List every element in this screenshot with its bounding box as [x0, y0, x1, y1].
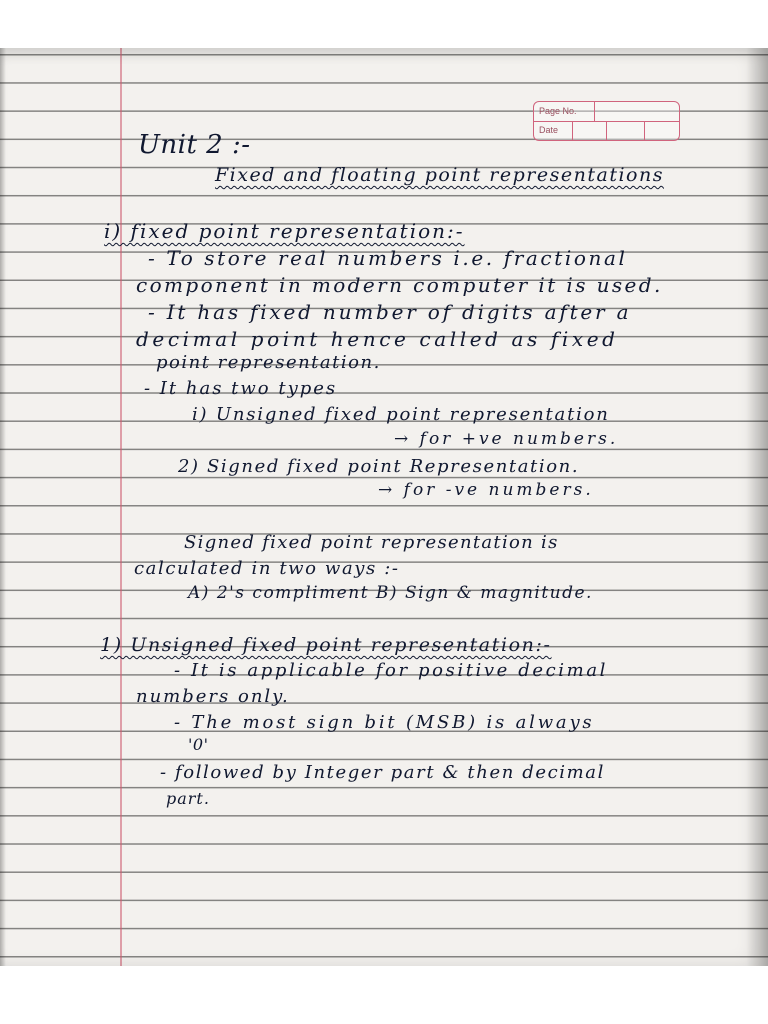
page-no-row [534, 102, 679, 122]
date-divider-2 [606, 121, 607, 140]
note-line: A) 2's compliment B) Sign & magnitude. [188, 583, 593, 603]
date-row [534, 121, 679, 140]
note-line: → for +ve numbers. [394, 429, 619, 449]
date-label: Date [539, 125, 559, 135]
note-line: '0' [188, 735, 209, 754]
note-line: numbers only. [136, 686, 290, 707]
unit-heading: Unit 2 :- [138, 130, 251, 160]
note-line: - To store real numbers i.e. fractional [148, 246, 628, 270]
page-left-shadow [0, 48, 6, 966]
date-divider-1 [572, 121, 573, 140]
note-line: point representation. [156, 352, 381, 373]
note-line: - It has fixed number of digits after a [148, 300, 632, 324]
note-line: - It has two types [144, 378, 338, 399]
note-line: decimal point hence called as fixed [136, 327, 619, 351]
note-line: - The most sign bit (MSB) is always [174, 712, 595, 733]
section2-heading: 1) Unsigned fixed point representation:- [100, 634, 552, 656]
page-no-divider [594, 102, 595, 121]
note-line: i) Unsigned fixed point representation [192, 404, 610, 425]
note-line: - followed by Integer part & then decimal [160, 762, 605, 783]
note-line: calculated in two ways :- [134, 558, 400, 579]
note-line: component in modern computer it is used. [136, 273, 663, 297]
date-divider-3 [644, 121, 645, 140]
page-title: Fixed and floating point representations [215, 164, 664, 186]
page-no-label: Page No. [539, 106, 577, 116]
note-line: - It is applicable for positive decimal [174, 660, 609, 681]
notebook-page [0, 48, 768, 966]
note-line: 2) Signed fixed point Representation. [178, 456, 580, 477]
page-right-shadow [746, 48, 768, 966]
note-line: part. [166, 789, 210, 808]
note-line: → for -ve numbers. [378, 480, 594, 500]
note-line: Signed fixed point representation is [184, 532, 559, 553]
page-date-box [533, 101, 680, 141]
section1-heading: i) fixed point representation:- [104, 219, 465, 243]
